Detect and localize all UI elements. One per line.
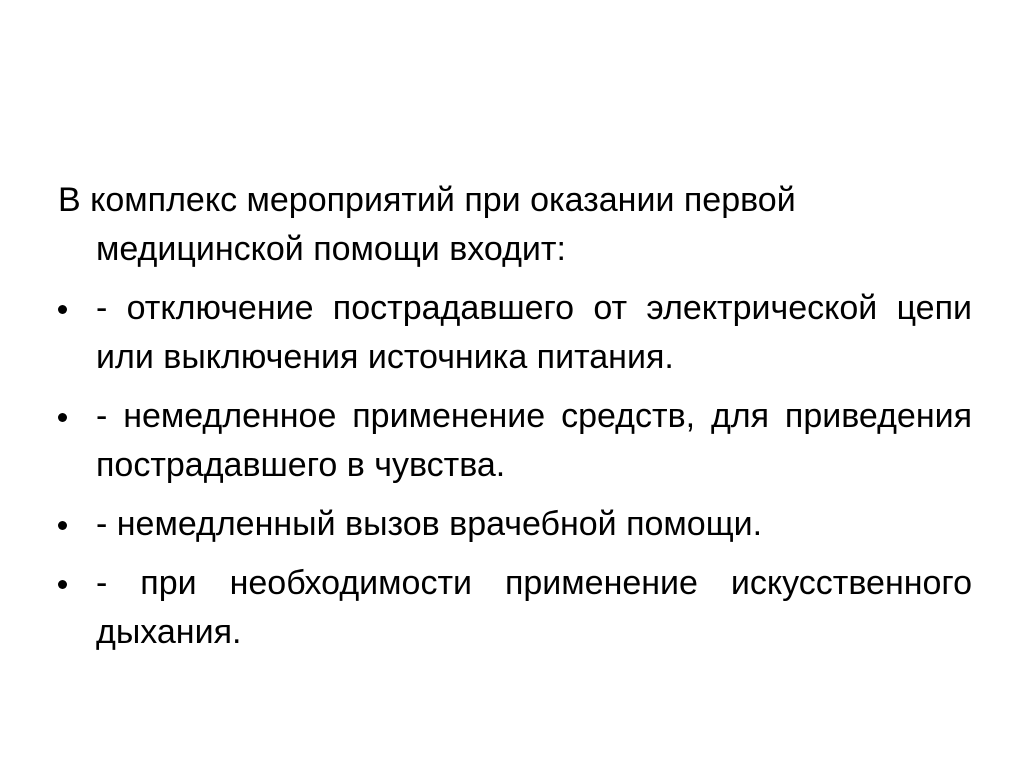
list-item (58, 284, 972, 382)
bullet-icon (58, 305, 67, 314)
slide-body (58, 176, 972, 667)
intro-text: В комплекс мероприятий при оказании первой медицинской помощи входит: (58, 181, 796, 268)
list-item-text: - немедленное применение средств, для приведения пострадавшего в чувства. (96, 397, 972, 484)
bullet-icon (58, 521, 67, 530)
list-item (58, 500, 972, 549)
list-item-text: - немедленный вызов врачебной помощи. (96, 505, 763, 543)
bullet-list (58, 284, 972, 657)
list-item-text: - отключение пострадавшего от электрической цепи или выключения источника питания. (96, 289, 972, 376)
bullet-icon (58, 580, 67, 589)
list-item-text: - при необходимости применение искусственного дыхания. (96, 564, 972, 651)
list-item (58, 392, 972, 490)
bullet-icon (58, 413, 67, 422)
list-item (58, 559, 972, 657)
